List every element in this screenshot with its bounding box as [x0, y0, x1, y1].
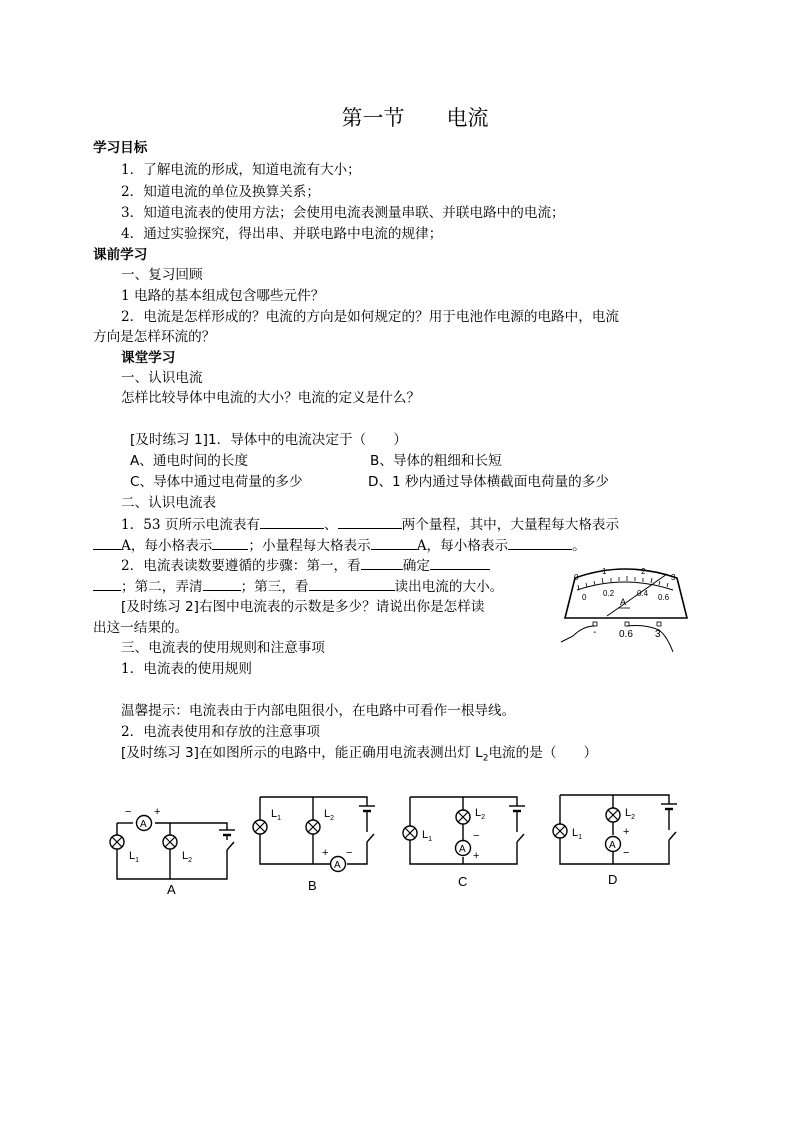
practice-1-option-d: D、1 秒内通过导体横截面电荷量的多少 — [368, 474, 609, 490]
circuit-d-label: D — [608, 872, 618, 887]
section-2-heading: 二、认识电流表 — [121, 495, 217, 511]
fill-blank[interactable] — [361, 556, 403, 570]
fill-blank[interactable] — [338, 515, 402, 529]
bulb-l1-icon — [553, 824, 567, 838]
text-fragment: ；第二，弄清 — [121, 579, 203, 595]
circuit-c-label: C — [458, 874, 468, 889]
ammeter-range-line-2 — [93, 536, 586, 555]
l2-label: $L_2$ — [324, 808, 335, 822]
dial-unit-label: A — [620, 597, 627, 607]
fill-blank[interactable] — [260, 515, 324, 529]
text-fragment: 读出电流的大小。 — [394, 579, 504, 595]
section-1-question: 怎样比较导体中电流的大小？电流的定义是什么？ — [121, 390, 421, 406]
bulb-l2-icon — [456, 810, 470, 824]
wire-left — [561, 626, 595, 642]
section-3-rule-1: 1．电流表的使用规则 — [121, 661, 252, 677]
bulb-l2-icon — [306, 820, 320, 834]
practice-1-option-c: C、导体中通过电荷量的多少 — [130, 474, 303, 490]
review-question-2b: 方向是怎样环流的？ — [93, 329, 216, 345]
plus-label: + — [623, 826, 630, 838]
goals-heading: 学习目标 — [93, 140, 148, 156]
ammeter-range-line-1 — [121, 515, 619, 534]
bulb-l2-icon — [606, 808, 620, 822]
fill-blank[interactable] — [93, 536, 121, 550]
l1-label: $L_1$ — [572, 827, 583, 841]
practice-1-option-a: A、通电时间的长度 — [130, 453, 249, 469]
review-question-2a: 2．电流是怎样形成的？电流的方向是如何规定的？用于电池作电源的电路中，电流 — [121, 309, 620, 325]
l2-label: $L_2$ — [182, 850, 193, 864]
class-heading: 课堂学习 — [121, 350, 176, 366]
plus-label: + — [473, 850, 480, 862]
practice-2-line-1: [及时练习 2]右图中电流表的示数是多少？请说出你是怎样读 — [121, 599, 485, 615]
scale-bottom-label: 0 — [582, 593, 587, 602]
goal-item-4: 4．通过实验探究，得出串、并联电路中电流的规律； — [121, 226, 443, 242]
reading-steps-line-1 — [121, 556, 490, 575]
section-3-rule-2: 2．电流表使用和存放的注意事项 — [121, 724, 320, 740]
reading-steps-line-2 — [93, 577, 503, 596]
plus-label: + — [154, 806, 161, 818]
fill-blank[interactable] — [430, 556, 490, 570]
scale-bottom-label: 0.6 — [658, 593, 670, 602]
goal-item-2: 2．知道电流的单位及换算关系； — [121, 184, 320, 200]
terminal-3-icon — [657, 622, 661, 626]
text-fragment: 2．电流表读数要遵循的步骤：第一，看 — [121, 558, 361, 574]
bulb-l1-icon — [403, 826, 417, 840]
ammeter-label: A — [609, 840, 616, 851]
scale-bottom-label: 0.4 — [637, 589, 649, 598]
fill-blank[interactable] — [371, 536, 417, 550]
bulb-l1-icon — [253, 820, 267, 834]
text-fragment: A，每小格表示 — [121, 538, 213, 554]
practice-1-question: [及时练习 1]1．导体中的电流决定于（ ） — [130, 432, 407, 448]
practice-3-question — [121, 744, 597, 768]
wire-right — [627, 626, 673, 653]
text-fragment: 。 — [572, 538, 586, 554]
page-title: 第一节 电流 — [341, 106, 489, 130]
circuit-diagrams — [95, 780, 705, 895]
text-fragment: 1．53 页所示电流表有 — [121, 517, 261, 533]
section-1-heading: 一、认识电流 — [121, 370, 203, 386]
terminal-minus-icon — [593, 622, 597, 626]
ammeter-label: A — [334, 860, 341, 871]
text-fragment: 两个量程，其中，大量程每大格表示 — [401, 517, 620, 533]
scale-top-label: 2 — [641, 567, 646, 576]
minus-label: − — [623, 847, 630, 859]
ammeter-label: A — [459, 844, 466, 855]
scale-top-label: 0 — [574, 573, 579, 582]
minus-label: − — [473, 830, 480, 842]
plus-label: + — [322, 847, 329, 859]
goal-item-3: 3．知道电流表的使用方法；会使用电流表测量串联、并联电路中的电流； — [121, 205, 565, 221]
l1-label: $L_1$ — [271, 808, 282, 822]
fill-blank[interactable] — [212, 536, 248, 550]
circuit-a-label: A — [167, 882, 176, 895]
practice-2-line-2: 出这一结果的。 — [93, 620, 189, 636]
bulb-l2-icon — [163, 835, 177, 849]
l1-label: $L_1$ — [129, 850, 140, 864]
l2-label: $L_2$ — [625, 807, 636, 821]
ammeter-label: A — [140, 819, 147, 830]
practice-1-option-b: B、导体的粗细和长短 — [370, 453, 502, 469]
pre-heading: 课前学习 — [93, 247, 148, 263]
l1-label: $L_1$ — [422, 829, 433, 843]
minus-label: − — [346, 847, 353, 859]
terminal-3-label: 3 — [655, 629, 661, 640]
circuit-b-label: B — [308, 878, 317, 893]
fill-blank[interactable] — [309, 577, 395, 591]
text-fragment: 、 — [324, 517, 338, 533]
ammeter-dial-figure — [555, 560, 695, 655]
fill-blank[interactable] — [508, 536, 572, 550]
subscript: 2 — [482, 753, 489, 764]
review-heading: 一、复习回顾 — [121, 267, 203, 283]
text-fragment: [及时练习 3]在如图所示的电路中，能正确用电流表测出灯 L — [121, 745, 483, 761]
text-fragment: ；第三，看 — [240, 579, 309, 595]
text-fragment: 确定 — [402, 558, 430, 574]
bulb-l1-icon — [110, 835, 124, 849]
scale-top-label: 3 — [671, 573, 676, 582]
goal-item-1: 1．了解电流的形成，知道电流有大小； — [121, 162, 361, 178]
text-fragment: ；小量程每大格表示 — [248, 538, 371, 554]
l2-label: $L_2$ — [475, 807, 486, 821]
scale-top-label: 1 — [602, 567, 607, 576]
section-3-heading: 三、电流表的使用规则和注意事项 — [121, 640, 325, 656]
terminal-0.6-label: 0.6 — [619, 629, 633, 640]
scale-bottom-label: 0.2 — [603, 589, 615, 598]
text-fragment: A，每小格表示 — [416, 538, 509, 554]
review-question-1: 1 电路的基本组成包含哪些元件？ — [121, 288, 325, 304]
terminal-minus-label: - — [593, 627, 597, 638]
fill-blank[interactable] — [93, 577, 121, 591]
fill-blank[interactable] — [203, 577, 241, 591]
warm-tip: 温馨提示：电流表由于内部电阻很小，在电路中可看作一根导线。 — [121, 703, 516, 719]
minus-label: − — [125, 806, 132, 818]
scale-arc — [577, 582, 673, 590]
text-fragment: 电流的是（ ） — [488, 745, 598, 761]
